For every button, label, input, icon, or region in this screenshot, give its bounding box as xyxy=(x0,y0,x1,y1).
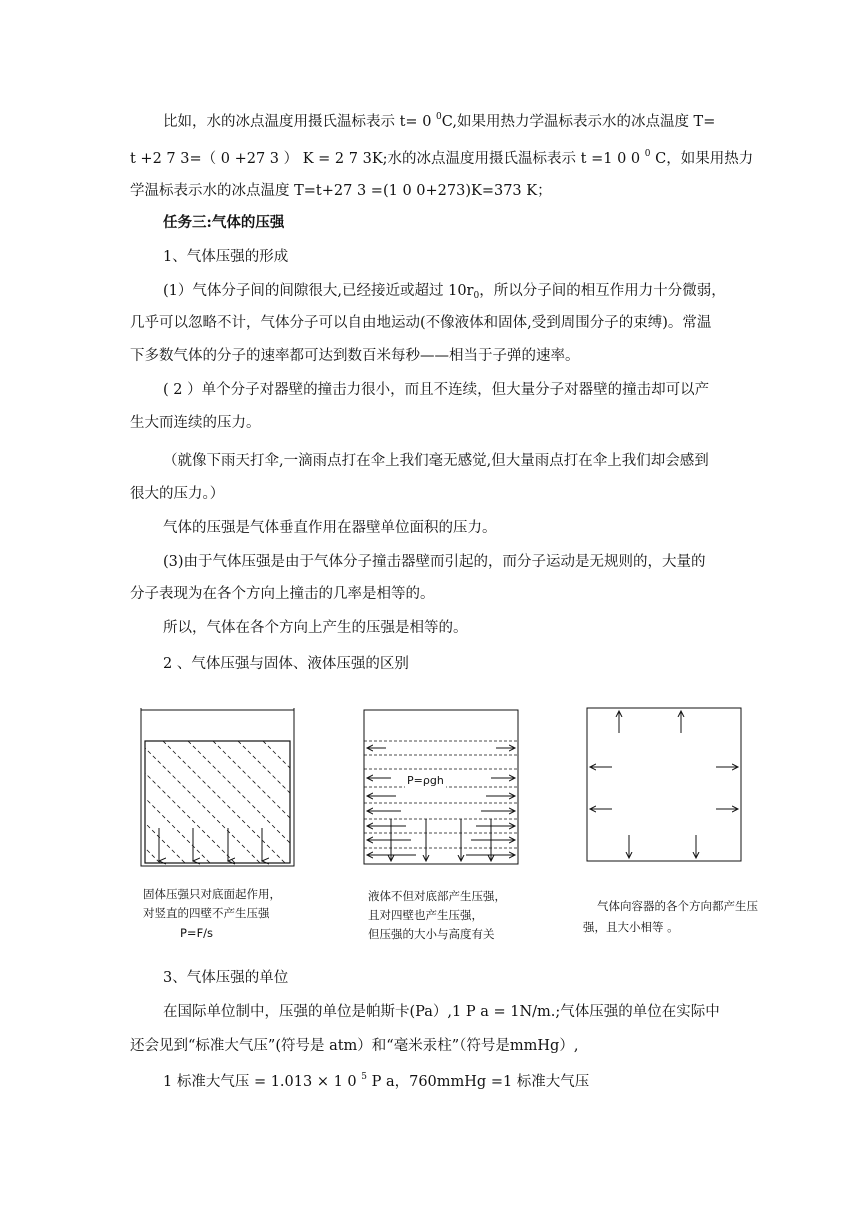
section3-heading: 3、气体压强的单位 xyxy=(163,970,289,986)
s1-para3-line1: （就像下雨天打伞,一滴雨点打在伞上我们毫无感觉,但大量雨点打在伞上我们却会感到 xyxy=(163,453,709,469)
text-segment: P a，760mmHg =1 标准大气压 xyxy=(366,1074,590,1090)
gas-caption-line1: 气体向容器的各个方向都产生压 xyxy=(597,899,758,913)
text-segment: C，如果用热力 xyxy=(650,151,754,167)
liquid-caption-line2: 且对四壁也产生压强， xyxy=(368,908,483,922)
section2-heading: 2 、气体压强与固体、液体压强的区别 xyxy=(163,656,409,672)
text-segment: ，所以分子间的相互作用力十分微弱， xyxy=(479,283,726,299)
superscript: 0 xyxy=(644,149,651,159)
text-segment: C,如果用热力学温标表示水的冰点温度 T= xyxy=(441,114,716,130)
s3-para1-line2: 还会见到“标准大气压”(符号是 atm）和“毫米汞柱”（符号是mmHg）, xyxy=(130,1038,579,1054)
s1-para2-line1: ( 2 ）单个分子对器壁的撞击力很小，而且不连续，但大量分子对器壁的撞击却可以产 xyxy=(163,382,710,398)
text-segment: 比如，水的冰点温度用摄氏温标表示 t= 0 xyxy=(163,114,437,130)
s3-para1-line1: 在国际单位制中，压强的单位是帕斯卡(Pa）,1 P a = 1N/m.;气体压强的单位在实际中 xyxy=(163,1004,720,1020)
superscript: 0 xyxy=(436,112,442,122)
s1-para1-line3: 下多数气体的分子的速率都可达到数百米每秒——相当于子弹的速率。 xyxy=(130,348,580,364)
s3-para2 xyxy=(163,1072,589,1092)
solid-pressure-figure xyxy=(138,708,308,868)
solid-caption-line2: 对竖直的四壁不产生压强 xyxy=(143,906,270,920)
s1-para1-line1 xyxy=(163,281,726,301)
temp-paragraph-line-1 xyxy=(163,112,715,132)
temp-paragraph-line-2 xyxy=(130,149,753,169)
s1-para2-line2: 生大而连续的压力。 xyxy=(130,415,261,431)
text-segment: (1）气体分子间的间隙很大,已经接近或超过 10r xyxy=(163,283,474,299)
solid-caption-line1: 固体压强只对底面起作用， xyxy=(143,887,281,901)
liquid-caption-line3: 但压强的大小与高度有关 xyxy=(368,927,495,941)
s1-definition: 气体的压强是气体垂直作用在器壁单位面积的压力。 xyxy=(163,520,497,536)
text-segment: 1 标准大气压 = 1.013 × 1 0 xyxy=(163,1074,362,1090)
section1-heading: 1、气体压强的形成 xyxy=(163,249,289,265)
gas-pressure-figure xyxy=(584,705,744,865)
liquid-caption-line1: 液体不但对底部产生压强， xyxy=(368,889,506,903)
s1-para1-line2: 几乎可以忽略不计，气体分子可以自由地运动(不像液体和固体,受到周围分子的束缚)。常温 xyxy=(130,315,712,331)
solid-formula: P=F/s xyxy=(180,926,214,940)
s1-para4-line2: 分子表现为在各个方向上撞击的几率是相等的。 xyxy=(130,586,435,602)
text-segment: t +2 7 3=（ 0 +27 3 ） K = 2 7 3K;水的冰点温度用摄氏温标表示 t =1 0 0 xyxy=(130,151,645,167)
s1-para5: 所以，气体在各个方向上产生的压强是相等的。 xyxy=(163,620,468,636)
gas-caption-line2: 强，且大小相等 。 xyxy=(583,920,679,934)
task3-heading: 任务三:气体的压强 xyxy=(163,214,285,231)
s1-para4-line1: (3)由于气体压强是由于气体分子撞击器壁而引起的，而分子运动是无规则的，大量的 xyxy=(163,554,706,570)
subscript: 0 xyxy=(473,291,480,301)
superscript: 5 xyxy=(361,1072,367,1082)
liquid-formula: P=ρgh xyxy=(407,774,444,787)
temp-paragraph-line-3: 学温标表示水的冰点温度 T=t+27 3 =(1 0 0+273)K=373 K； xyxy=(130,183,552,199)
s1-para3-line2: 很大的压力。） xyxy=(130,486,225,502)
